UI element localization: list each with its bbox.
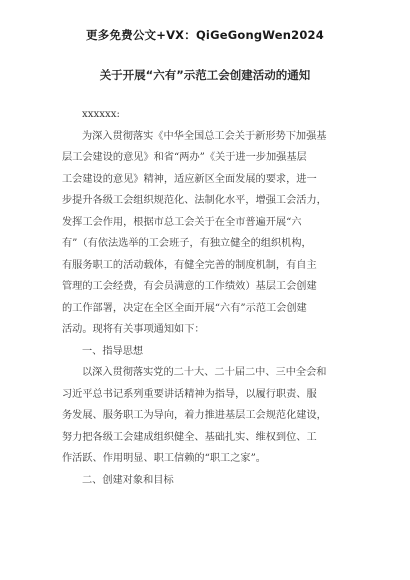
- document-body: [62, 104, 358, 491]
- document-title: 关于开展“六有”示范工会创建活动的通知: [99, 68, 311, 82]
- paragraph-line: 工会建设的意见》精神，适应新区全面发展的要求，进一: [62, 173, 317, 185]
- paragraph-line: 有服务职工的活动载体，有健全完善的制度机制，有自主: [62, 259, 317, 271]
- paragraph-line: 管理的工会经费，有会员满意的工作绩效）基层工会创建: [62, 281, 317, 292]
- paragraph-line: 步提升各级工会组织规范化、法制化水平，增强工会活力，: [62, 195, 327, 206]
- section-heading-guiding-ideology: 一、指导思想: [82, 345, 144, 357]
- paragraph-line: 为深入贯彻落实《中华全国总工会关于新形势下加强基: [82, 130, 327, 142]
- section-heading-targets: 二、创建对象和目标: [82, 474, 174, 486]
- paragraph-line: 务发展、服务职工为导向，着力推进基层工会规范化建设，: [62, 410, 327, 421]
- paragraph-line: 层工会建设的意见》和省“两办”《关于进一步加强基层: [62, 152, 307, 163]
- paragraph-line: 作活跃、作用明显、职工信赖的“职工之家”。: [62, 453, 266, 464]
- promo-banner: 更多免费公文+VX：QiGeGongWen2024: [86, 28, 324, 42]
- paragraph-line: 以深入贯彻落实党的二十大、二十届二中、三中全会和: [82, 367, 327, 378]
- paragraph-line: 的工作部署，决定在全区全面开展“六有”示范工会创建: [62, 302, 307, 314]
- salutation: xxxxxx:: [82, 109, 120, 120]
- paragraph-line: 有”（有依法选举的工会班子，有独立健全的组织机构，: [62, 238, 312, 249]
- paragraph-line: 习近平总书记系列重要讲话精神为指导，以履行职责、服: [62, 388, 317, 400]
- paragraph-line: 发挥工会作用，根据市总工会关于在全市普遍开展“六: [62, 216, 302, 228]
- paragraph-line: 活动。现将有关事项通知如下：: [62, 324, 205, 335]
- paragraph-line: 努力把各级工会建成组织健全、基础扎实、维权到位、工: [62, 431, 317, 443]
